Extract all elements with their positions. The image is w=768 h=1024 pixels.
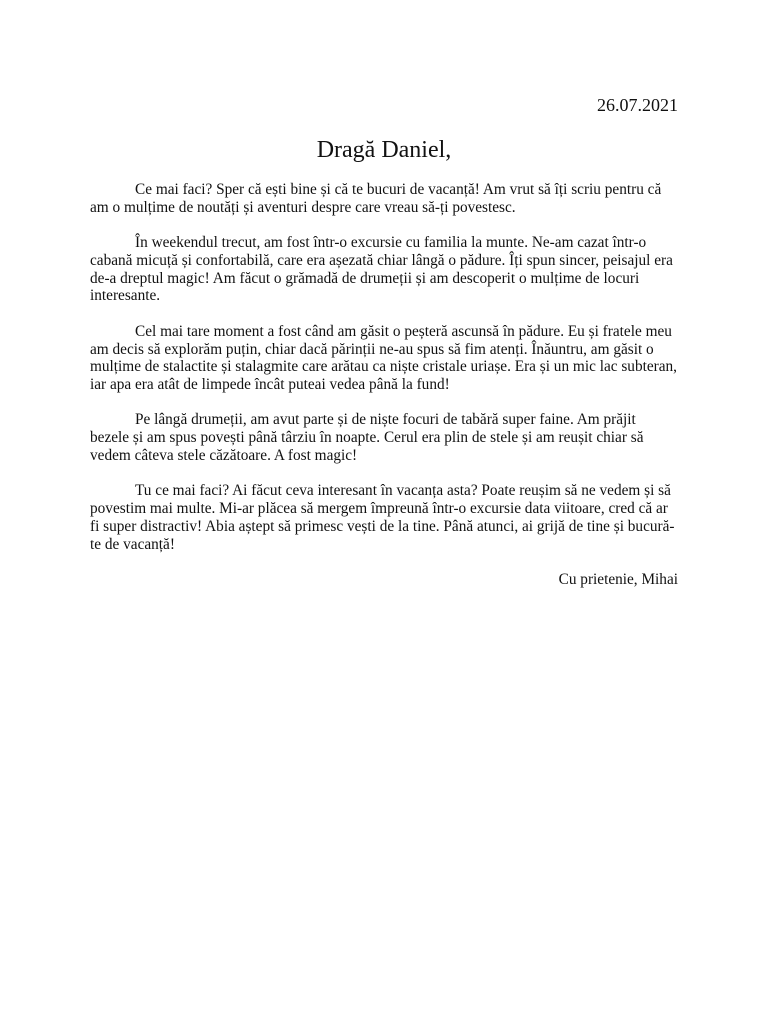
letter-paragraph-4: Pe lângă drumeții, am avut parte și de niște focuri de tabără super faine. Am prăjit bezele și am spus povești până târziu în noapte. Cerul era plin de stele și am reușit chiar să vedem câteva stele căzătoare. A fost magic! bbox=[90, 411, 644, 465]
letter-paragraph-1: Ce mai faci? Sper că ești bine și că te bucuri de vacanță! Am vrut să îți scriu pentru că am o mulțime de noutăți și aventuri despre care vreau să-ți povestesc. bbox=[90, 181, 662, 216]
letter-date: 26.07.2021 bbox=[597, 95, 678, 115]
letter-paragraph-5: Tu ce mai faci? Ai făcut ceva interesant în vacanța asta? Poate reușim să ne vedem și să povestim mai multe. Mi-ar plăcea să mergem împreună într-o excursie data viitoare, cred că ar fi super distractiv! Abia aștept să primesc vești de la tine. Până atunci, ai grijă de tine și bucură-te de vacanță! bbox=[90, 482, 675, 553]
letter-signature: Cu prietenie, Mihai bbox=[558, 571, 678, 589]
letter-body bbox=[90, 181, 678, 589]
letter-paragraph-3: Cel mai tare moment a fost când am găsit o peșteră ascunsă în pădure. Eu și fratele meu am decis să explorăm puțin, chiar dacă părinții ne-au spus să fim atenți. Înăuntru, am găsit o mulțime de stalactite și stalagmite care arătau ca niște cristale uriașe. Era și un mic lac subteran, iar apa era atât de limpede încât puteai vedea până la fund! bbox=[90, 322, 677, 394]
letter-paragraph-2: În weekendul trecut, am fost într-o excursie cu familia la munte. Ne-am cazat într-o cabană micuță și confortabilă, care era așezată chiar lângă o pădure. Îți spun sincer, peisajul era de-a dreptul magic! Am făcut o grămadă de drumeții și am descoperit o mulțime de locuri interesante. bbox=[90, 234, 673, 305]
letter-salutation: Dragă Daniel, bbox=[316, 137, 452, 163]
